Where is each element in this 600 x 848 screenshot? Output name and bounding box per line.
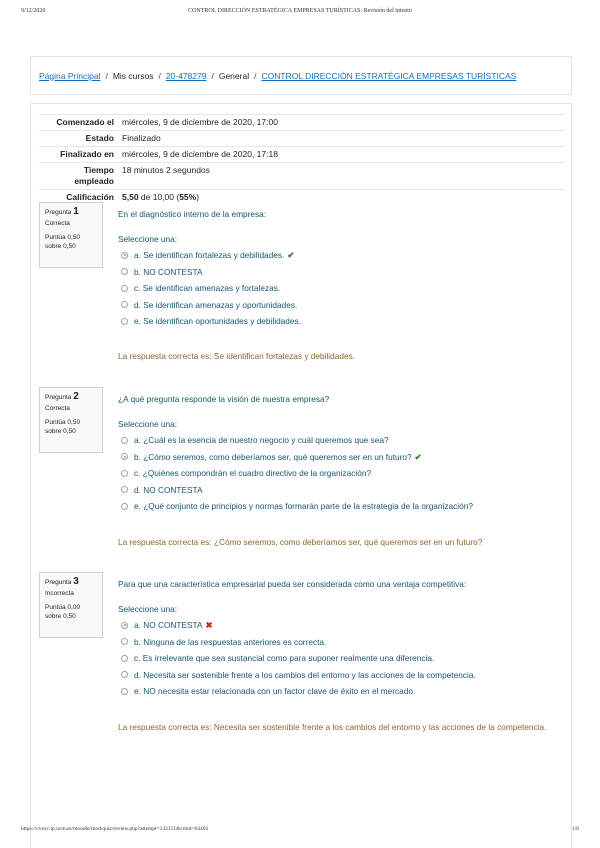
breadcrumb-quiz-link[interactable]: CONTROL DIRECCIÓN ESTRATÉGICA EMPRESAS TURÍSTICAS	[261, 70, 517, 81]
summary-label: Estado	[39, 131, 119, 147]
print-url: https://cvexc.tp.ucm.es/moodle/mod/quiz/review.php?attempt=142151&cmid=64402	[21, 826, 209, 832]
summary-row-started	[39, 115, 565, 131]
question-3-feedback: La respuesta correcta es: Necesita ser sostenible frente a los cambios del entorno y las acciones de la competencia.	[118, 722, 547, 732]
breadcrumb-separator: /	[105, 70, 108, 81]
breadcrumb-home-link[interactable]: Página Principal	[39, 70, 101, 81]
answer-options	[118, 247, 568, 330]
question-text: Para que una característica empresarial pueda ser considerada como una ventaja competitiva:	[118, 579, 467, 589]
select-one-prompt: Seleccione una:	[118, 234, 178, 244]
answer-option-e[interactable]: e. Se identifican oportunidades y debilidades.	[118, 313, 568, 330]
answer-option-b[interactable]: b. NO CONTESTA	[118, 264, 568, 281]
summary-label: Calificación	[39, 190, 119, 206]
question-3-info	[39, 572, 103, 638]
summary-value: Finalizado	[119, 131, 565, 147]
attempt-summary-table	[39, 114, 565, 205]
answer-option-d[interactable]: d. Se identifican amenazas y oportunidades.	[118, 297, 568, 314]
question-state: Correcta	[45, 220, 70, 227]
radio-icon[interactable]	[121, 285, 128, 292]
question-1	[118, 208, 568, 330]
radio-icon[interactable]	[121, 503, 128, 510]
summary-label: Comenzado el	[39, 115, 119, 131]
print-footer	[0, 826, 600, 836]
answer-option-d[interactable]: d. NO CONTESTA	[118, 482, 568, 499]
summary-value: miércoles, 9 de diciembre de 2020, 17:00	[119, 115, 565, 131]
breadcrumb	[30, 56, 572, 95]
page-counter: 1/6	[571, 826, 579, 832]
summary-row-finished	[39, 147, 565, 163]
radio-icon[interactable]	[121, 655, 128, 662]
answer-option-d[interactable]: d. Necesita ser sostenible frente a los cambios del entorno y las acciones de la competencia.	[118, 667, 568, 684]
radio-icon[interactable]	[121, 638, 128, 645]
question-1-info	[39, 202, 103, 268]
print-header	[0, 8, 600, 20]
question-grade: Puntúa 0,50 sobre 0,50	[45, 234, 81, 250]
radio-checked-icon[interactable]	[121, 453, 128, 460]
answer-options	[118, 432, 568, 515]
question-2-info	[39, 387, 103, 453]
question-text: En el diagnóstico interno de la empresa:	[118, 209, 267, 219]
answer-option-c[interactable]: c. ¿Quiénes compondrán el cuadro directivo de la organización?	[118, 465, 568, 482]
check-icon: ✔	[414, 451, 422, 462]
select-one-prompt: Seleccione una:	[118, 419, 178, 429]
breadcrumb-my-courses: Mis cursos	[112, 70, 154, 81]
question-state: Correcta	[45, 405, 70, 412]
breadcrumb-separator: /	[158, 70, 161, 81]
question-2-feedback: La respuesta correcta es: ¿Cómo seremos, como deberíamos ser, qué queremos ser en un futuro?	[118, 537, 483, 547]
question-state: Incorrecta	[45, 590, 74, 597]
answer-option-e[interactable]: e. ¿Qué conjunto de principios y normas formarán parte de la estrategia de la organización?	[118, 498, 568, 515]
check-icon: ✔	[287, 250, 295, 261]
quiz-review	[30, 103, 572, 848]
breadcrumb-course-link[interactable]: 20-478279	[165, 70, 207, 81]
grade-score: 5,50	[122, 192, 139, 202]
question-1-feedback: La respuesta correcta es: Se identifican fortalezas y debilidades.	[118, 351, 356, 361]
summary-value: miércoles, 9 de diciembre de 2020, 17:18	[119, 147, 565, 163]
radio-checked-icon[interactable]	[121, 252, 128, 259]
breadcrumb-section: General	[218, 70, 250, 81]
radio-icon[interactable]	[121, 301, 128, 308]
question-grade: Puntúa 0,50 sobre 0,50	[45, 419, 81, 435]
question-3	[118, 578, 568, 700]
print-title: CONTROL DIRECCIÓN ESTRATÉGICA EMPRESAS TURÍSTICAS: Revisión del intento	[188, 8, 412, 14]
question-grade: Puntúa 0,00 sobre 0,50	[45, 604, 81, 620]
question-text: ¿A qué pregunta responde la visión de nuestra empresa?	[118, 394, 330, 404]
question-number: Pregunta 3	[45, 576, 79, 587]
answer-option-b[interactable]: b. ¿Cómo seremos, como deberíamos ser, qué queremos ser en un futuro? ✔	[118, 449, 568, 466]
grade-close: )	[196, 192, 200, 202]
cross-icon: ✖	[205, 620, 213, 631]
answer-option-c[interactable]: c. Es irrelevante que sea sustancial como para suponer realmente una diferencia.	[118, 650, 568, 667]
answer-option-e[interactable]: e. NO necesita estar relacionada con un factor clave de éxito en el mercado.	[118, 683, 568, 700]
summary-value	[119, 190, 565, 206]
summary-row-time	[39, 163, 565, 190]
radio-icon[interactable]	[121, 688, 128, 695]
summary-value: 18 minutos 2 segundos	[119, 163, 565, 190]
summary-row-grade	[39, 190, 565, 206]
summary-label: Finalizado en	[39, 147, 119, 163]
select-one-prompt: Seleccione una:	[118, 604, 178, 614]
question-number: Pregunta 2	[45, 391, 79, 402]
print-date: 9/12/2020	[21, 8, 46, 14]
radio-icon[interactable]	[121, 318, 128, 325]
grade-out-of: de 10,00 (	[138, 192, 180, 202]
answer-option-b[interactable]: b. Ninguna de las respuestas anteriores es correcta.	[118, 634, 568, 651]
radio-icon[interactable]	[121, 437, 128, 444]
radio-icon[interactable]	[121, 268, 128, 275]
question-2	[118, 393, 568, 515]
answer-option-a[interactable]: a. Se identifican fortalezas y debilidades. ✔	[118, 247, 568, 264]
radio-icon[interactable]	[121, 470, 128, 477]
summary-label: Tiempo empleado	[39, 163, 119, 190]
answer-options	[118, 617, 568, 700]
question-number: Pregunta 1	[45, 206, 79, 217]
breadcrumb-separator: /	[254, 70, 257, 81]
radio-checked-icon[interactable]	[121, 622, 128, 629]
summary-row-state	[39, 131, 565, 147]
answer-option-a[interactable]: a. NO CONTESTA ✖	[118, 617, 568, 634]
radio-icon[interactable]	[121, 486, 128, 493]
radio-icon[interactable]	[121, 671, 128, 678]
answer-option-a[interactable]: a. ¿Cuál es la esencia de nuestro negocio y cuál queremos que sea?	[118, 432, 568, 449]
breadcrumb-separator: /	[211, 70, 214, 81]
grade-percent: 55%	[179, 192, 197, 202]
answer-option-c[interactable]: c. Se identifican amenazas y fortalezas.	[118, 280, 568, 297]
